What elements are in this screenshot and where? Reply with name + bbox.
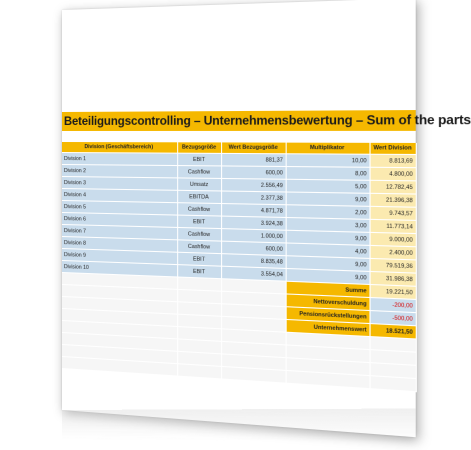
multiplikator-cell[interactable]: 5,00: [286, 179, 370, 193]
wert-division-cell[interactable]: 9.000,00: [369, 232, 415, 246]
wert-division-cell[interactable]: 21.396,38: [369, 193, 415, 207]
multiplikator-cell[interactable]: 2,00: [286, 205, 370, 220]
column-header-wert-bezugsgroesse: Wert Bezugsgröße: [221, 142, 286, 153]
wert-bezugsgroesse-cell[interactable]: 4.871,78: [221, 204, 286, 218]
multiplikator-cell[interactable]: 9,00: [286, 192, 370, 206]
wert-division-cell[interactable]: 4.800,00: [369, 167, 415, 181]
wert-bezugsgroesse-cell[interactable]: 600,00: [221, 241, 286, 256]
bezugsgroesse-cell[interactable]: Cashflow: [177, 166, 221, 179]
bezugsgroesse-cell[interactable]: EBIT: [177, 215, 221, 229]
wert-bezugsgroesse-cell[interactable]: 1.000,00: [221, 229, 286, 243]
division-cell[interactable]: Division 6: [62, 213, 177, 228]
division-cell[interactable]: Division 2: [62, 165, 177, 178]
bezugsgroesse-cell[interactable]: EBIT: [177, 265, 221, 279]
multiplikator-cell[interactable]: 9,00: [286, 256, 370, 272]
bezugsgroesse-cell[interactable]: EBIT: [177, 252, 221, 266]
column-header-multiplikator: Multiplikator: [286, 143, 370, 155]
division-cell[interactable]: Division 7: [62, 225, 177, 240]
division-cell[interactable]: Division 9: [62, 249, 177, 265]
wert-bezugsgroesse-cell[interactable]: 2.556,49: [221, 178, 286, 192]
spreadsheet-page: [62, 0, 471, 437]
wert-division-cell[interactable]: 79.519,36: [369, 258, 415, 273]
wert-division-cell[interactable]: 12.782,45: [369, 180, 415, 194]
summary-value[interactable]: -500,00: [369, 311, 415, 326]
wert-bezugsgroesse-cell[interactable]: 600,00: [221, 166, 286, 179]
multiplikator-cell[interactable]: 8,00: [286, 167, 370, 181]
summary-value[interactable]: -200,00: [369, 297, 415, 312]
summary-value[interactable]: 18.521,50: [369, 324, 415, 339]
valuation-table: [62, 142, 416, 392]
wert-division-cell[interactable]: 11.773,14: [369, 219, 415, 233]
column-header-bezugsgroesse: Bezugsgröße: [177, 142, 221, 153]
division-cell[interactable]: Division 1: [62, 153, 177, 166]
wert-division-cell[interactable]: 9.743,57: [369, 206, 415, 220]
summary-label: Unternehmenswert: [286, 319, 370, 336]
page-reflection: [62, 409, 416, 442]
division-cell[interactable]: Division 4: [62, 189, 177, 203]
column-header-wert-division: Wert Division: [369, 143, 415, 155]
summary-value[interactable]: 19.221,50: [369, 284, 415, 299]
empty-cell[interactable]: [369, 376, 415, 392]
multiplikator-cell[interactable]: 9,00: [286, 268, 370, 284]
empty-cell[interactable]: [177, 364, 221, 379]
division-cell[interactable]: Division 3: [62, 177, 177, 191]
page-title: Beteiligungscontrolling – Unternehmensbewertung – Sum of the parts: [63, 113, 471, 128]
wert-division-cell[interactable]: 8.813,69: [369, 154, 415, 167]
wert-division-cell[interactable]: 2.400,00: [369, 245, 415, 260]
wert-division-cell[interactable]: 31.986,38: [369, 271, 415, 286]
multiplikator-cell[interactable]: 3,00: [286, 217, 370, 232]
division-cell[interactable]: Division 5: [62, 201, 177, 216]
division-cell[interactable]: Division 8: [62, 237, 177, 253]
multiplikator-cell[interactable]: 9,00: [286, 230, 370, 245]
title-bar: [62, 110, 471, 131]
wert-bezugsgroesse-cell[interactable]: 8.835,48: [221, 254, 286, 269]
bezugsgroesse-cell[interactable]: EBIT: [177, 153, 221, 166]
multiplikator-cell[interactable]: 4,00: [286, 243, 370, 258]
summary-label: Pensionsrückstellungen: [286, 307, 370, 324]
table-body: [62, 153, 416, 392]
bezugsgroesse-cell[interactable]: Cashflow: [177, 240, 221, 254]
empty-cell[interactable]: [221, 366, 286, 383]
division-cell[interactable]: Division 10: [62, 261, 177, 277]
bezugsgroesse-cell[interactable]: Cashflow: [177, 203, 221, 216]
wert-bezugsgroesse-cell[interactable]: 3.924,38: [221, 216, 286, 230]
wert-bezugsgroesse-cell[interactable]: 3.554,04: [221, 266, 286, 281]
wert-bezugsgroesse-cell[interactable]: 2.377,38: [221, 191, 286, 205]
multiplikator-cell[interactable]: 10,00: [286, 154, 370, 167]
summary-label: Summe: [286, 281, 370, 297]
bezugsgroesse-cell[interactable]: EBITDA: [177, 190, 221, 203]
bezugsgroesse-cell[interactable]: Cashflow: [177, 227, 221, 241]
wert-bezugsgroesse-cell[interactable]: 881,37: [221, 153, 286, 166]
column-header-division: Division (Geschäftsbereich): [62, 142, 177, 153]
bezugsgroesse-cell[interactable]: Umsatz: [177, 178, 221, 191]
summary-label: Nettoverschuldung: [286, 294, 370, 311]
